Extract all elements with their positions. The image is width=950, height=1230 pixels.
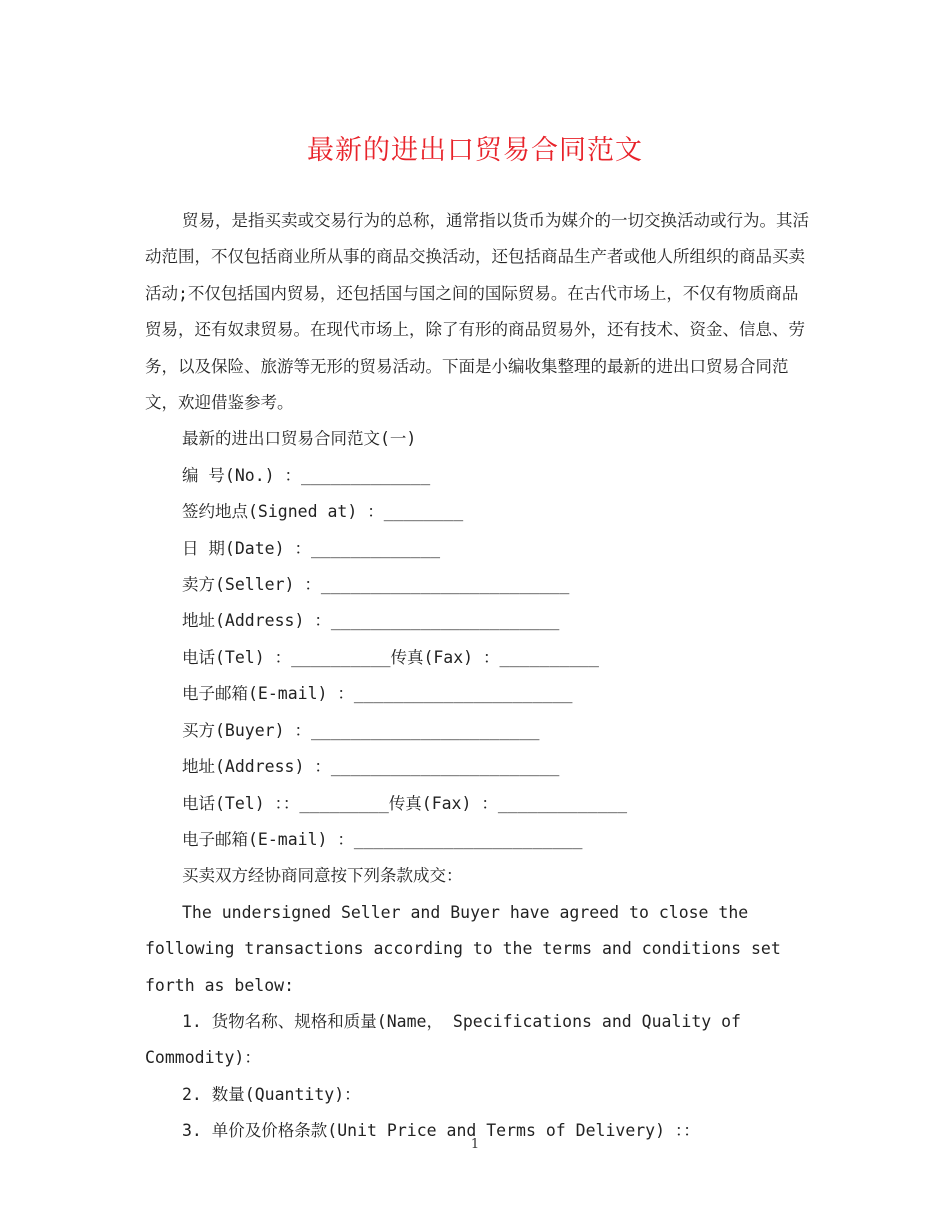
agreement-english: The undersigned Seller and Buyer have agreed to close the following transactions according to the terms and conditions set forth as below: xyxy=(145,902,781,995)
clause-quantity: 2. 数量(Quantity)： xyxy=(182,1084,361,1104)
intro-paragraph: 贸易，是指买卖或交易行为的总称，通常指以货币为媒介的一切交换活动或行为。其活动范围，不仅包括商业所从事的商品交换活动，还包括商品生产者或他人所组织的商品买卖活动;不仅包括国内贸易，还包括国与国之间的国际贸易。在古代市场上，不仅有物质商品贸易，还有奴隶贸易。在现代市场上，除了有形的商品贸易外，还有技术、资金、信息、劳务，以及保险、旅游等无形的贸易活动。下面是小编收集整理的最新的进出口贸易合同范文，欢迎借鉴参考。 xyxy=(145,211,809,413)
agreement-chinese: 买卖双方经协商同意按下列条款成交： xyxy=(182,866,463,886)
field-buyer: 买方(Buyer) ：_______________________ xyxy=(182,720,540,740)
field-buyer-email: 电子邮箱(E-mail) ：_______________________ xyxy=(182,829,583,849)
clause-commodity: 1. 货物名称、规格和质量(Name， Specifications and Quality of Commodity)： xyxy=(145,1011,741,1068)
clause-unit-price: 3. 单价及价格条款(Unit Price and Terms of Delivery) ：： xyxy=(182,1121,700,1141)
field-buyer-tel-fax: 电话(Tel) ：：_________传真(Fax) ：_____________ xyxy=(182,793,628,813)
document-body xyxy=(145,203,810,1150)
document-title: 最新的进出口贸易合同范文 xyxy=(307,135,643,166)
section-heading: 最新的进出口贸易合同范文(一) xyxy=(182,429,417,449)
field-buyer-address: 地址(Address) ：_______________________ xyxy=(182,757,560,777)
field-seller: 卖方(Seller) ：_________________________ xyxy=(182,575,570,595)
field-seller-address: 地址(Address) ：_______________________ xyxy=(182,611,560,631)
field-date: 日 期(Date) ：_____________ xyxy=(182,538,441,558)
field-signed-at: 签约地点(Signed at) ：________ xyxy=(182,502,464,522)
field-seller-email: 电子邮箱(E-mail) ：______________________ xyxy=(182,684,573,704)
field-seller-tel-fax: 电话(Tel) ：__________传真(Fax) ：__________ xyxy=(182,647,599,667)
page-number: 1 xyxy=(470,1137,480,1152)
field-contract-number: 编 号(No.) ：_____________ xyxy=(182,465,431,485)
